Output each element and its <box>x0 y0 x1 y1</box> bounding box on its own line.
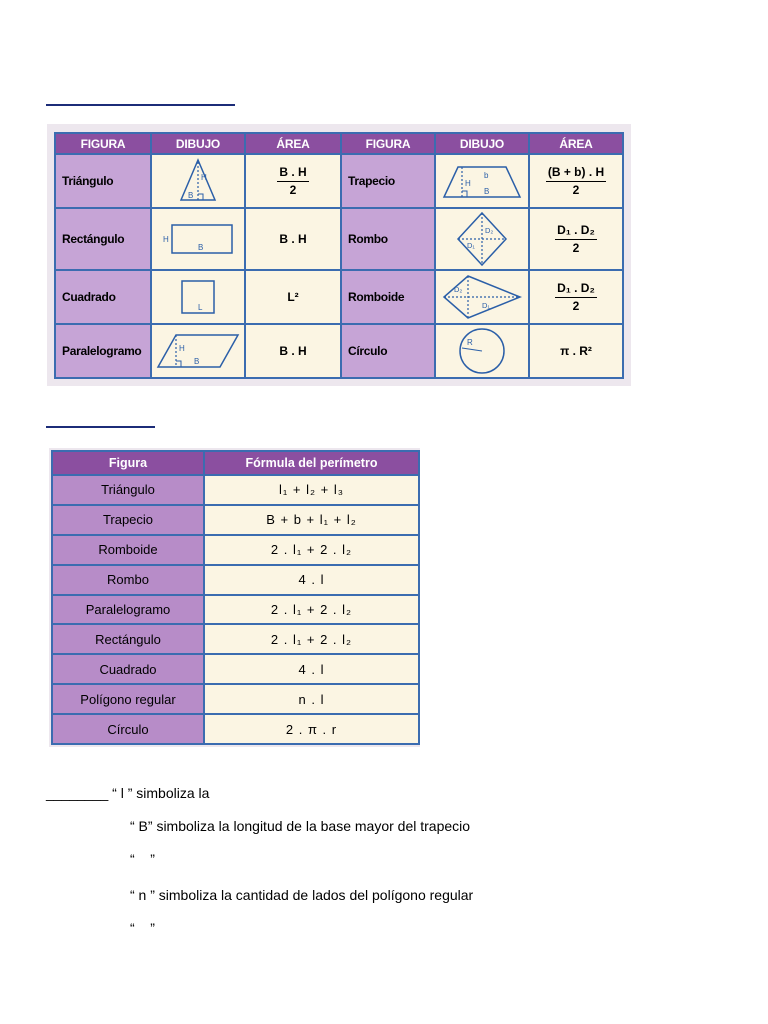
perimeter-row <box>52 654 419 684</box>
area-table-row <box>55 270 623 324</box>
section-underline-1 <box>46 104 235 106</box>
perimeter-formula: 2 . l₁ + 2 . l₂ <box>204 624 419 654</box>
base-label: B <box>194 357 200 366</box>
base-label: B <box>188 191 194 200</box>
perimeter-row <box>52 475 419 505</box>
header-formula: Fórmula del perímetro <box>204 451 419 475</box>
note-line: “ ” <box>130 851 155 867</box>
figure-name: Romboide <box>341 270 435 324</box>
figure-drawing <box>435 208 529 270</box>
perimeter-row <box>52 624 419 654</box>
header-area: ÁREA <box>245 133 341 154</box>
figure-name: Rectángulo <box>52 624 204 654</box>
figure-name: Romboide <box>52 535 204 565</box>
area-formula: B . H <box>245 324 341 378</box>
figure-drawing <box>435 154 529 208</box>
trapezoid-icon <box>440 161 524 201</box>
figure-drawing <box>151 154 245 208</box>
area-table-header-row <box>55 133 623 154</box>
side-label: L <box>198 303 203 312</box>
formula-numerator: B . H <box>277 165 308 182</box>
parallelogram-icon <box>154 331 242 371</box>
perimeter-formula: B + b + l₁ + l₂ <box>204 505 419 535</box>
base-label: B <box>198 243 204 252</box>
note-line: “ ” <box>130 920 155 936</box>
perimeter-formula: 4 . l <box>204 654 419 684</box>
perimeter-row <box>52 535 419 565</box>
perimeter-row <box>52 714 419 744</box>
perimeter-formula: 2 . l₁ + 2 . l₂ <box>204 535 419 565</box>
figure-drawing <box>435 324 529 378</box>
note-line: “ B” simboliza la longitud de la base mayor del trapecio <box>130 818 471 834</box>
header-figura: FIGURA <box>55 133 151 154</box>
perimeter-table <box>51 450 420 745</box>
header-figura: FIGURA <box>341 133 435 154</box>
rhomboid-icon <box>440 274 524 320</box>
figure-drawing <box>151 270 245 324</box>
area-formula: B . H <box>245 208 341 270</box>
formula-denominator: 2 <box>289 183 297 197</box>
formula-denominator: 2 <box>572 241 580 255</box>
figure-name: Triángulo <box>55 154 151 208</box>
figure-name: Triángulo <box>52 475 204 505</box>
section-underline-2 <box>46 426 155 428</box>
header-figura: Figura <box>52 451 204 475</box>
perimeter-row <box>52 595 419 625</box>
base-label: B <box>484 187 490 196</box>
perimeter-formula: l₁ + l₂ + l₃ <box>204 475 419 505</box>
diagonal-label: D₁ <box>482 301 490 310</box>
height-label: H <box>163 235 169 244</box>
figure-name: Círculo <box>341 324 435 378</box>
circle-icon <box>456 326 508 376</box>
perimeter-row <box>52 505 419 535</box>
header-area: ÁREA <box>529 133 623 154</box>
height-label: H <box>201 173 207 182</box>
area-table-panel <box>47 124 631 386</box>
rhombus-icon <box>454 211 510 267</box>
perimeter-table-header-row <box>52 451 419 475</box>
area-table <box>54 132 624 379</box>
figure-drawing <box>151 324 245 378</box>
formula-numerator: D₁ . D₂ <box>555 281 597 298</box>
radius-label: R <box>467 338 473 347</box>
area-formula: L² <box>245 270 341 324</box>
figure-drawing <box>435 270 529 324</box>
header-dibujo: DIBUJO <box>151 133 245 154</box>
formula-numerator: D₁ . D₂ <box>555 223 597 240</box>
height-label: H <box>465 179 471 188</box>
header-dibujo: DIBUJO <box>435 133 529 154</box>
figure-name: Rectángulo <box>55 208 151 270</box>
figure-drawing <box>151 208 245 270</box>
rectangle-icon <box>160 219 236 259</box>
figure-name: Paralelogramo <box>55 324 151 378</box>
note-line: ________ “ l ” simboliza la <box>46 785 210 801</box>
perimeter-formula: 4 . l <box>204 565 419 595</box>
height-label: H <box>179 344 185 353</box>
perimeter-formula: n . l <box>204 684 419 714</box>
figure-name: Rombo <box>341 208 435 270</box>
triangle-icon <box>173 158 223 204</box>
area-table-row <box>55 324 623 378</box>
figure-name: Rombo <box>52 565 204 595</box>
figure-name: Cuadrado <box>55 270 151 324</box>
formula-denominator: 2 <box>572 299 580 313</box>
figure-name: Trapecio <box>52 505 204 535</box>
area-formula <box>245 154 341 208</box>
note-line: “ n ” simboliza la cantidad de lados del polígono regular <box>130 887 474 903</box>
area-table-row <box>55 154 623 208</box>
perimeter-table-panel <box>49 448 420 747</box>
figure-name: Trapecio <box>341 154 435 208</box>
minor-base-label: b <box>484 171 489 180</box>
area-formula <box>529 154 623 208</box>
perimeter-row <box>52 684 419 714</box>
area-formula <box>529 270 623 324</box>
diagonal-label: D₂ <box>454 285 463 294</box>
minor-diagonal-label: D₁ <box>467 241 475 250</box>
area-formula: π . R² <box>529 324 623 378</box>
square-icon <box>176 277 220 317</box>
area-formula <box>529 208 623 270</box>
formula-numerator: (B + b) . H <box>546 165 606 182</box>
perimeter-formula: 2 . π . r <box>204 714 419 744</box>
area-table-row <box>55 208 623 270</box>
figure-name: Círculo <box>52 714 204 744</box>
major-diagonal-label: D₂ <box>485 226 494 235</box>
perimeter-formula: 2 . l₁ + 2 . l₂ <box>204 595 419 625</box>
figure-name: Cuadrado <box>52 654 204 684</box>
figure-name: Polígono regular <box>52 684 204 714</box>
perimeter-row <box>52 565 419 595</box>
formula-denominator: 2 <box>572 183 580 197</box>
figure-name: Paralelogramo <box>52 595 204 625</box>
